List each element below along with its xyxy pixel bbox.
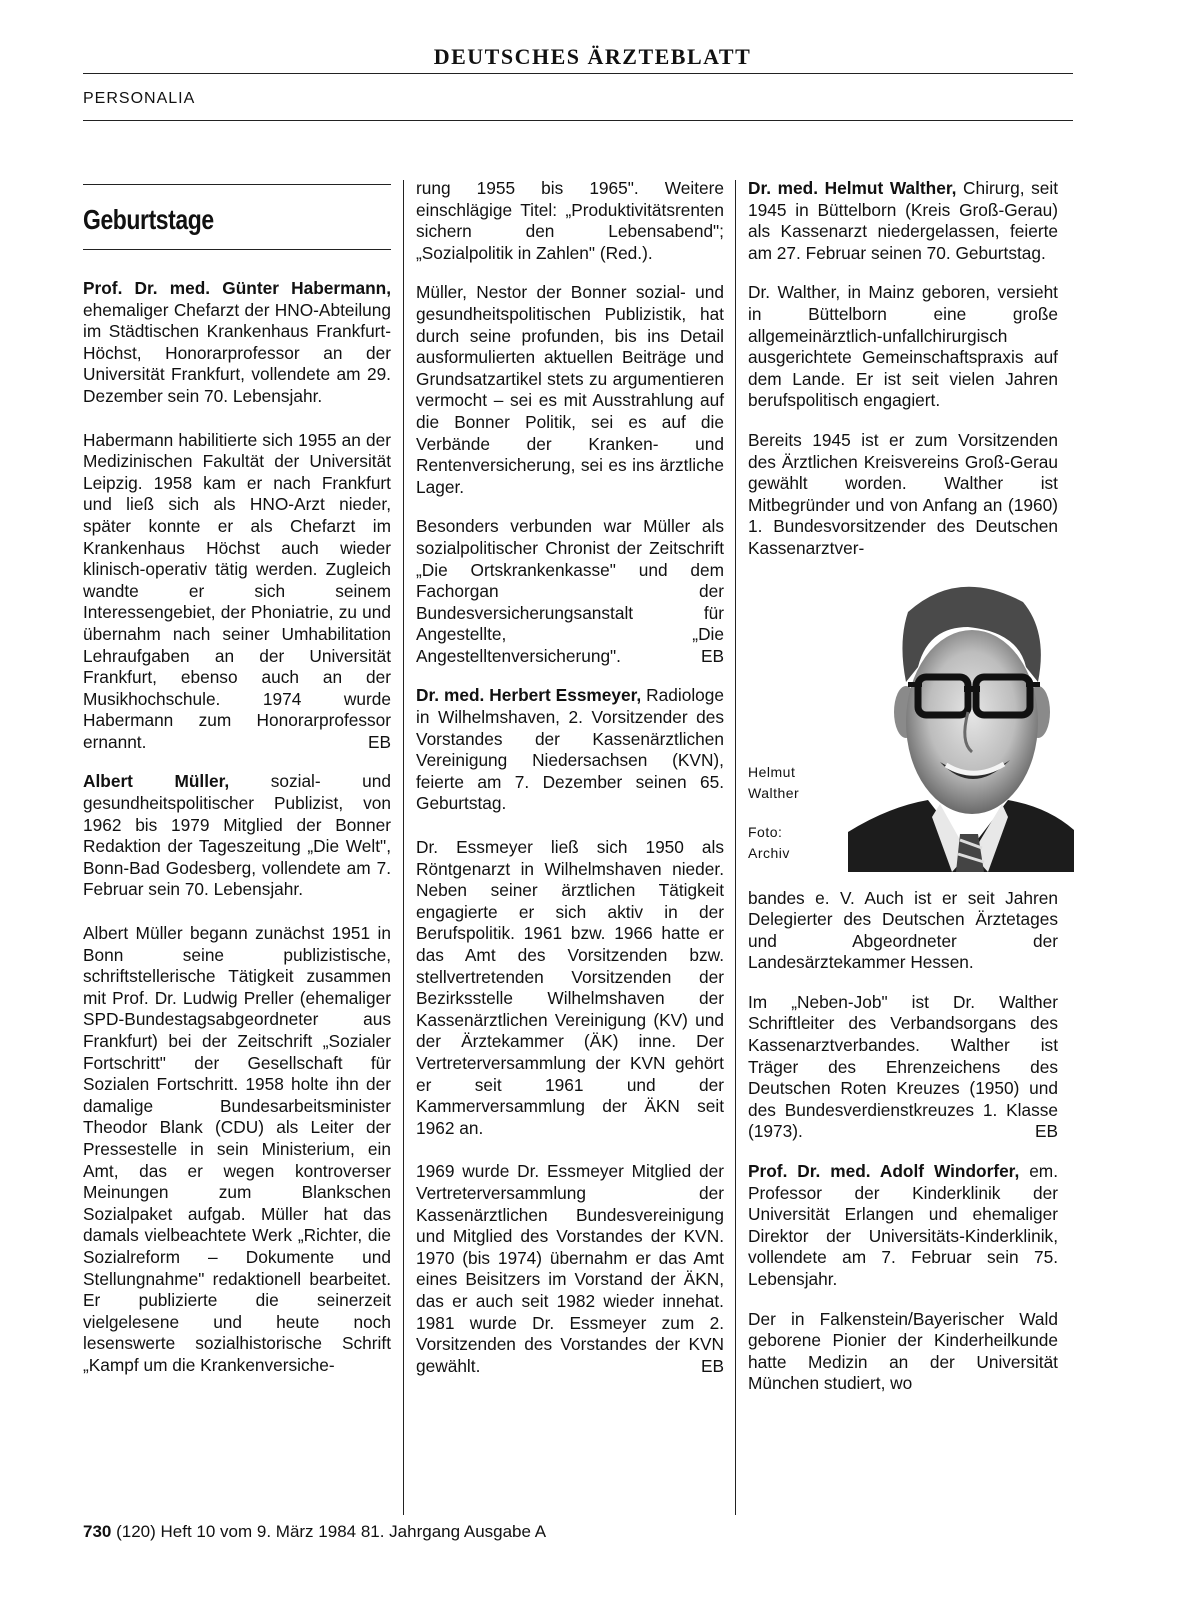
column-2: [416, 178, 724, 1395]
article-paragraph: Besonders verbunden war Müller als sozialpolitischer Chronist der Zeitschrift „Die Ortskrankenkasse" und dem Fachorgan der Bundesversicherungsanstalt für Angestellte, „Die Angestelltenversicherung". EB: [416, 516, 724, 666]
column-3: [748, 178, 1058, 1413]
author-signature: EB: [1034, 1121, 1058, 1142]
page-number: 730: [83, 1522, 112, 1541]
article-paragraph: Dr. Walther, in Mainz geboren, versieht in Büttelborn eine große allgemeinärztlich-unfallchirurgisch ausgerichtete Gemeinschaftspraxis auf dem Lande. Er ist seit vielen Jahren berufspolitisch engagiert.: [748, 282, 1058, 411]
author-signature: EB: [700, 645, 724, 666]
column-1: [83, 178, 391, 1395]
article-essmeyer-intro: Dr. med. Herbert Essmeyer, Radiologe in Wilhelmshaven, 2. Vorsitzender des Vorstandes der Kassenärztlichen Vereinigung Niedersachsen (KVN), feierte am 7. Dezember seinen 65. Geburtstag.: [416, 685, 724, 814]
column-divider-2: [735, 180, 736, 1515]
article-paragraph: Im „Neben-Job" ist Dr. Walther Schriftleiter des Verbandsorgans des Kassenarztverbandes. Walther ist Träger des Ehrenzeichens des Deutschen Roten Kreuzes (1950) und des Bundesverdienstkreuzes 1. Klasse (1973). EB: [748, 991, 1058, 1142]
person-name: Dr. med. Helmut Walther,: [748, 178, 957, 198]
article-paragraph: rung 1955 bis 1965". Weitere einschlägige Titel: „Produktivitätsrenten sichern den Lebensabend"; „Sozialpolitik in Zahlen" (Red.).: [416, 178, 724, 263]
section-label: PERSONALIA: [83, 90, 196, 107]
article-paragraph: bandes e. V. Auch ist er seit Jahren Delegierter des Deutschen Ärztetages und Abgeordneter der Landesärztekammer Hessen.: [748, 887, 1058, 973]
issue-info: (120) Heft 10 vom 9. März 1984 81. Jahrgang Ausgabe A: [111, 1522, 547, 1541]
heading-rule-bottom: [83, 249, 391, 250]
author-signature: EB: [700, 1355, 724, 1376]
section-heading: Geburtstage: [83, 204, 214, 235]
masthead: DEUTSCHES ÄRZTEBLATT: [433, 44, 752, 69]
author-signature: EB: [367, 731, 391, 752]
article-paragraph: 1969 wurde Dr. Essmeyer Mitglied der Vertreterversammlung der Kassenärztlichen Bundesvereinigung und Mitglied des Vorstandes der KVN. 1970 (bis 1974) übernahm er das Amt eines Beisitzers im Vorstand der ÄKN, das er auch seit 1982 wieder innehat. 1981 wurde Dr. Essmeyer zum 2. Vorsitzenden des Vorstandes der KVN gewählt. EB: [416, 1161, 724, 1376]
header-rule: [83, 73, 1073, 74]
article-paragraph: Albert Müller begann zunächst 1951 in Bonn seine publizistische, schriftstellerische Tätigkeit zusammen mit Prof. Dr. Ludwig Preller (ehemaliger SPD-Bundestagsabgeordneter aus Frankfurt) bei der Zeitschrift „Sozialer Fortschritt" der Gesellschaft für Sozialen Fortschritt. 1958 holte ihn der damalige Bundesarbeitsminister Theodor Blank (CDU) als Leiter der Pressestelle in sein Ministerium, ein Amt, das er wegen kontroverser Meinungen zum Blankschen Sozialpaket aufgab. Müller hat das damals vielbeachtete Werk „Richter, die Sozialreform – Dokumente und Stellungnahme" redaktionell bearbeitet. Er publizierte die seinerzeit vielgelesene und heute noch lesenswerte sozialhistorische Schrift „Kampf um die Krankenversiche-: [83, 923, 391, 1375]
article-paragraph: Habermann habilitierte sich 1955 an der Medizinischen Fakultät der Universität Leipzig. 1958 kam er nach Frankfurt und ließ sich als HNO-Arzt nieder, später konnte er als Chefarzt im Krankenhaus Höchst auch wieder klinisch-operativ tätig werden. Zugleich wandte er sich seinem Interessengebiet, der Phoniatrie, zu und übernahm nach seiner Umhabilitation Lehraufgaben an der Universität Frankfurt, ebenso auch an der Musikhochschule. 1974 wurde Habermann zum Honorarprofessor ernannt. EB: [83, 429, 391, 752]
person-name: Dr. med. Herbert Essmeyer,: [416, 685, 642, 706]
section-rule: [83, 120, 1073, 121]
article-walther-intro: Dr. med. Helmut Walther, Chirurg, seit 1945 in Büttelborn (Kreis Groß-Gerau) als Kassenarzt niedergelassen, feierte am 27. Februar seinen 70. Geburtstag.: [748, 178, 1059, 263]
article-paragraph: Bereits 1945 ist er zum Vorsitzenden des Ärztlichen Kreisvereins Groß-Gerau gewählt worden. Walther ist Mitbegründer und von Anfang an (1960) 1. Bundesvorsitzender des Deutschen Kassenarztver-: [748, 429, 1058, 558]
portrait-photo: [848, 572, 1074, 872]
column-divider-1: [403, 180, 404, 1515]
person-name: Prof. Dr. med. Adolf Windorfer,: [748, 1161, 1020, 1182]
photo-credit: Foto: Archiv: [748, 823, 790, 861]
page-footer: [83, 1522, 546, 1542]
heading-rule-top: [83, 184, 391, 185]
portrait-figure: [748, 572, 1058, 874]
person-name: Prof. Dr. med. Günter Habermann,: [83, 278, 391, 298]
article-paragraph: Der in Falkenstein/Bayerischer Wald geborene Pionier der Kinderheilkunde hatte Medizin an der Universität München studiert, wo: [748, 1308, 1058, 1394]
person-name: Albert Müller,: [83, 771, 230, 792]
article-paragraph: Müller, Nestor der Bonner sozial- und gesundheitspolitischen Publizistik, hat durch seine profunden, bis ins Detail ausformulierten aktuellen Beiträge und Grundsatzartikel stets zu argumentieren vermocht – sei es mit Ausstrahlung auf die Bonner Politik, sei es auf die Verbände der Kranken- und Rentenversicherung, sei es ins ärztliche Lager.: [416, 282, 724, 497]
photo-caption-name: Helmut Walther: [748, 763, 800, 801]
article-paragraph: Dr. Essmeyer ließ sich 1950 als Röntgenarzt in Wilhelmshaven nieder. Neben seiner ärztlichen Tätigkeit engagierte er sich aktiv in der Berufspolitik. 1961 bzw. 1966 hatte er das Amt des Vorsitzenden bzw. stellvertretenden Vorsitzenden der Bezirksstelle Wilhelmshaven der Kassenärztlichen Vereinigung (KV) und der Ärztekammer (ÄK) inne. Der Vertreterversammlung der KVN gehört er seit 1961 und der Kammerversammlung der ÄKN seit 1962 an.: [416, 837, 724, 1138]
article-mueller-intro: Albert Müller, sozial- und gesundheitspolitischer Publizist, von 1962 bis 1979 Mitglied der Bonner Redaktion der Tageszeitung „Die Welt", Bonn-Bad Godesberg, vollendete am 7. Februar sein 70. Lebensjahr.: [83, 771, 391, 900]
article-habermann-intro: Prof. Dr. med. Günter Habermann, ehemaliger Chefarzt der HNO-Abteilung im Städtischen Krankenhaus Frankfurt-Höchst, Honorarprofessor an der Universität Frankfurt, vollendete am 29. Dezember sein 70. Lebensjahr.: [83, 278, 391, 406]
article-windorfer-intro: Prof. Dr. med. Adolf Windorfer, em. Professor der Kinderklinik der Universität Erlangen und ehemaliger Direktor der Universitäts-Kinderklinik, vollendete am 7. Februar sein 75. Lebensjahr.: [748, 1161, 1058, 1289]
